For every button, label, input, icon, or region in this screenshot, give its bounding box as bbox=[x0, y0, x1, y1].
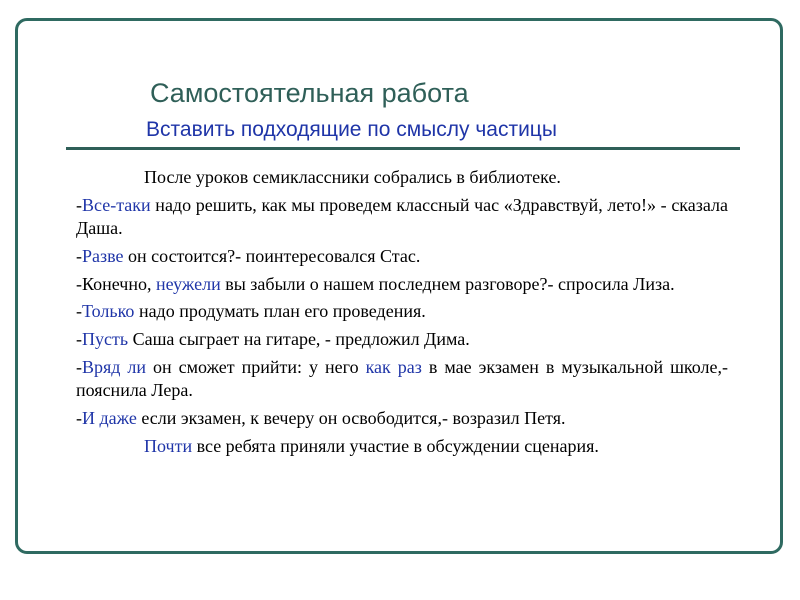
exercise-line bbox=[76, 194, 728, 241]
exercise-line bbox=[76, 407, 728, 431]
particle-word: Пусть bbox=[82, 328, 129, 349]
line-text: - bbox=[76, 245, 82, 266]
line-text: надо решить, как мы проведем классный час «Здравствуй, лето!» - сказала Даша. bbox=[76, 194, 728, 239]
exercise-line bbox=[76, 273, 728, 297]
line-text: После уроков семиклассники собрались в библиотеке. bbox=[144, 167, 561, 187]
line-text: надо продумать план его проведения. bbox=[134, 301, 426, 322]
line-text: -Конечно, bbox=[76, 273, 156, 294]
line-text: - bbox=[76, 301, 82, 322]
exercise-line bbox=[76, 356, 728, 403]
line-text: все ребята приняли участие в обсуждении сценария. bbox=[192, 435, 599, 456]
particle-word: Почти bbox=[144, 435, 193, 456]
slide-title: Самостоятельная работа bbox=[150, 78, 469, 108]
line-text: - bbox=[76, 328, 82, 349]
line-text: вы забыли о нашем последнем разговоре?- спросила Лиза. bbox=[220, 273, 675, 294]
line-text: - bbox=[76, 194, 82, 215]
line-text: он сможет прийти: у него bbox=[146, 356, 366, 377]
line-text: он состоится?- поинтересовался Стас. bbox=[123, 245, 421, 266]
line-text: если экзамен, к вечеру он освободится,- возразил Петя. bbox=[136, 407, 566, 428]
line-text: в мае экзамен в музыкальной школе,- пояснила Лера. bbox=[76, 356, 728, 401]
line-text: - bbox=[76, 356, 82, 377]
particle-word: Вряд ли bbox=[82, 356, 147, 377]
particle-word: как раз bbox=[365, 356, 422, 377]
exercise-line bbox=[76, 245, 728, 269]
exercise-line bbox=[76, 435, 728, 459]
line-text: - bbox=[76, 407, 82, 428]
exercise-line bbox=[76, 166, 728, 190]
particle-word: Все-таки bbox=[82, 194, 151, 215]
particle-word: И даже bbox=[82, 407, 137, 428]
particle-word: неужели bbox=[155, 273, 221, 294]
particle-word: Только bbox=[82, 301, 135, 322]
title-divider bbox=[66, 147, 740, 150]
exercise-line bbox=[76, 328, 728, 352]
slide-subtitle: Вставить подходящие по смыслу частицы bbox=[146, 118, 557, 141]
particle-word: Разве bbox=[82, 245, 124, 266]
exercise-text bbox=[76, 166, 728, 462]
exercise-line bbox=[76, 300, 728, 324]
line-text: Саша сыграет на гитаре, - предложил Дима. bbox=[128, 328, 470, 349]
